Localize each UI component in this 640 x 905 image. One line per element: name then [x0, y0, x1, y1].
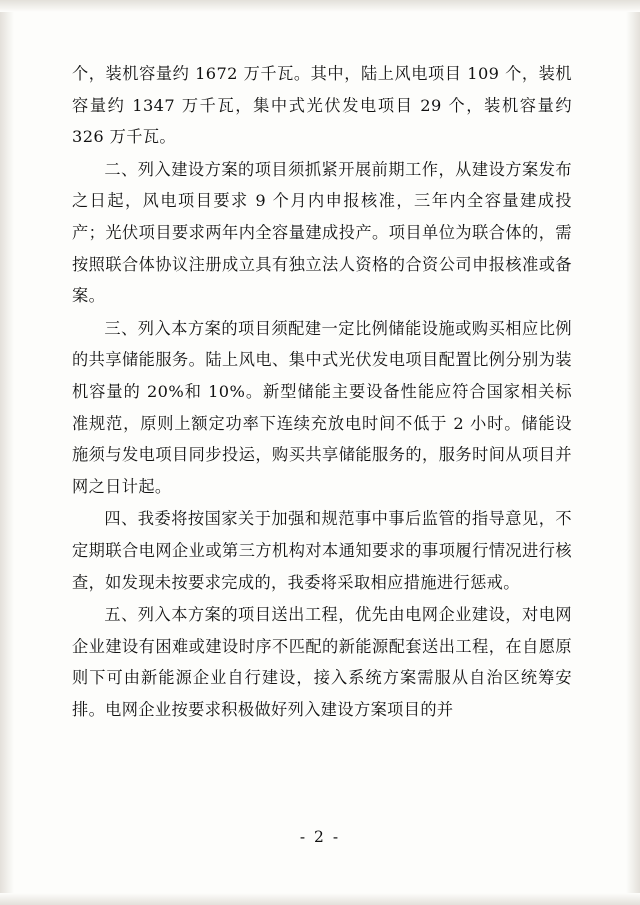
paragraph-item-3: 三、列入本方案的项目须配建一定比例储能设施或购买相应比例的共享储能服务。陆上风电、集中式光伏发电项目配置比例分别为装机容量的 20%和 10%。新型储能主要设备性能应符合国家相关标准规范，原则上额定功率下连续充放电时间不低于 2 小时。储能设施须与发电项目同步投运，购买共享储能服务的，服务时间从项目并网之日计起。 — [72, 318, 572, 496]
page-edge-top — [0, 0, 640, 12]
page-edge-bottom — [0, 893, 640, 905]
paragraph-item-5: 五、列入本方案的项目送出工程，优先由电网企业建设，对电网企业建设有困难或建设时序不匹配的新能源配套送出工程，在自愿原则下可由新能源企业自行建设，接入系统方案需服从自治区统筹安排。电网企业按要求积极做好列入建设方案项目的并 — [72, 605, 572, 719]
page-edge-left — [0, 0, 14, 905]
document-body — [72, 58, 572, 726]
paragraph-item-4: 四、我委将按国家关于加强和规范事中事后监管的指导意见，不定期联合电网企业或第三方机构对本通知要求的事项履行情况进行核查，如发现未按要求完成的，我委将采取相应措施进行惩戒。 — [72, 509, 572, 592]
page-number: - 2 - — [299, 828, 341, 846]
paragraph-continued: 个，装机容量约 1672 万千瓦。其中，陆上风电项目 109 个，装机容量约 1347 万千瓦，集中式光伏发电项目 29 个，装机容量约 326 万千瓦。 — [72, 64, 572, 147]
page-edge-right — [626, 0, 640, 905]
paragraph-item-2: 二、列入建设方案的项目须抓紧开展前期工作，从建设方案发布之日起，风电项目要求 9 个月内申报核准，三年内全容量建成投产；光伏项目要求两年内全容量建成投产。项目单位为联合体的，需按照联合体协议注册成立具有独立法人资格的合资公司申报核准或备案。 — [72, 159, 572, 306]
